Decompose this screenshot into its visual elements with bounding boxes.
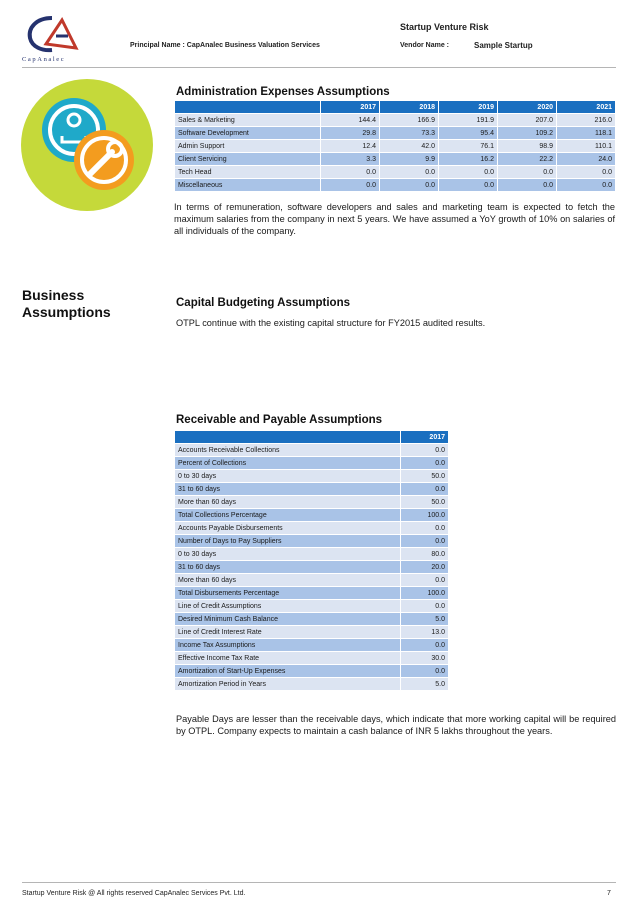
row-value: 216.0 [557, 114, 616, 127]
row-value: 110.1 [557, 140, 616, 153]
row-value: 20.0 [401, 561, 449, 574]
heading-line-1: Business [22, 287, 85, 303]
table-row [175, 444, 449, 457]
row-value: 0.0 [401, 665, 449, 678]
row-value: 0.0 [401, 522, 449, 535]
table-row [175, 522, 449, 535]
row-label: More than 60 days [175, 574, 401, 587]
row-value: 100.0 [401, 509, 449, 522]
table-header-blank [175, 431, 401, 444]
row-value: 0.0 [401, 639, 449, 652]
admin-illustration [20, 78, 154, 212]
table-row [175, 587, 449, 600]
row-value: 50.0 [401, 496, 449, 509]
row-value: 95.4 [439, 127, 498, 140]
receivable-payable-table [174, 431, 449, 691]
business-assumptions-heading [22, 287, 111, 321]
row-label: Client Servicing [175, 153, 321, 166]
logo-text: CapAnalec [22, 56, 66, 63]
row-value: 100.0 [401, 587, 449, 600]
vendor-value: Sample Startup [474, 41, 533, 50]
row-value: 0.0 [401, 574, 449, 587]
year-header: 2021 [557, 101, 616, 114]
vendor-label: Vendor Name : [400, 42, 450, 49]
row-value: 22.2 [498, 153, 557, 166]
row-label: 31 to 60 days [175, 483, 401, 496]
year-header: 2019 [439, 101, 498, 114]
admin-paragraph: In terms of remuneration, software developers and sales and marketing team is expected to fetch the maximum salaries from the company in next 5 years. We have assumed a YoY growth of 10% on salaries of all individuals of the company. [174, 202, 615, 236]
row-value: 76.1 [439, 140, 498, 153]
year-header: 2017 [401, 431, 449, 444]
table-header-blank [175, 101, 321, 114]
row-value: 0.0 [401, 535, 449, 548]
row-value: 0.0 [498, 166, 557, 179]
row-value: 5.0 [401, 678, 449, 691]
row-value: 0.0 [380, 166, 439, 179]
year-header: 2018 [380, 101, 439, 114]
receivable-section-title: Receivable and Payable Assumptions [176, 414, 383, 426]
row-value: 0.0 [557, 166, 616, 179]
row-label: 0 to 30 days [175, 548, 401, 561]
row-value: 9.9 [380, 153, 439, 166]
row-label: Admin Support [175, 140, 321, 153]
row-label: Income Tax Assumptions [175, 639, 401, 652]
company-logo [22, 14, 86, 58]
row-label: Amortization of Start-Up Expenses [175, 665, 401, 678]
header-title: Startup Venture Risk [400, 22, 489, 32]
year-header: 2020 [498, 101, 557, 114]
row-value: 5.0 [401, 613, 449, 626]
row-value: 16.2 [439, 153, 498, 166]
row-label: Tech Head [175, 166, 321, 179]
table-row [175, 535, 449, 548]
table-row [175, 179, 616, 192]
row-label: Accounts Receivable Collections [175, 444, 401, 457]
row-value: 207.0 [498, 114, 557, 127]
row-value: 0.0 [439, 179, 498, 192]
row-value: 0.0 [498, 179, 557, 192]
row-value: 166.9 [380, 114, 439, 127]
row-value: 0.0 [321, 179, 380, 192]
row-label: More than 60 days [175, 496, 401, 509]
row-label: Effective Income Tax Rate [175, 652, 401, 665]
row-label: 31 to 60 days [175, 561, 401, 574]
row-value: 0.0 [401, 457, 449, 470]
table-row [175, 561, 449, 574]
admin-section-title: Administration Expenses Assumptions [176, 86, 390, 98]
capital-paragraph: OTPL continue with the existing capital structure for FY2015 audited results. [176, 318, 486, 328]
table-row [175, 548, 449, 561]
row-label: Line of Credit Interest Rate [175, 626, 401, 639]
table-row [175, 114, 616, 127]
table-row [175, 574, 449, 587]
table-row [175, 483, 449, 496]
table-row [175, 665, 449, 678]
admin-expenses-table [174, 101, 616, 192]
row-label: Percent of Collections [175, 457, 401, 470]
table-row [175, 613, 449, 626]
year-header: 2017 [321, 101, 380, 114]
table-row [175, 140, 616, 153]
row-label: Miscellaneous [175, 179, 321, 192]
heading-line-2: Assumptions [22, 304, 111, 320]
page-number: 7 [607, 890, 611, 897]
row-value: 0.0 [401, 483, 449, 496]
header-divider [22, 67, 616, 68]
row-value: 42.0 [380, 140, 439, 153]
row-label: Amortization Period in Years [175, 678, 401, 691]
table-row [175, 166, 616, 179]
table-row [175, 509, 449, 522]
row-value: 29.8 [321, 127, 380, 140]
row-value: 12.4 [321, 140, 380, 153]
table-row [175, 639, 449, 652]
table-row [175, 626, 449, 639]
row-value: 50.0 [401, 470, 449, 483]
row-value: 118.1 [557, 127, 616, 140]
row-value: 0.0 [380, 179, 439, 192]
row-label: Software Development [175, 127, 321, 140]
row-label: Total Collections Percentage [175, 509, 401, 522]
table-row [175, 496, 449, 509]
table-row [175, 470, 449, 483]
row-value: 0.0 [401, 600, 449, 613]
row-value: 0.0 [321, 166, 380, 179]
table-row [175, 127, 616, 140]
table-row [175, 600, 449, 613]
row-value: 144.4 [321, 114, 380, 127]
row-value: 73.3 [380, 127, 439, 140]
row-value: 109.2 [498, 127, 557, 140]
table-row [175, 153, 616, 166]
row-value: 30.0 [401, 652, 449, 665]
row-label: 0 to 30 days [175, 470, 401, 483]
table-row [175, 457, 449, 470]
receivable-paragraph: Payable Days are lesser than the receivable days, which indicate that more working capital will be required by OTPL. Company expects to maintain a cash balance of INR 5 lakhs throughout the years. [176, 714, 616, 736]
capital-section-title: Capital Budgeting Assumptions [176, 297, 350, 309]
footer-divider [22, 882, 616, 883]
row-value: 0.0 [557, 179, 616, 192]
table-row [175, 652, 449, 665]
row-value: 0.0 [439, 166, 498, 179]
principal-name: Principal Name : CapAnalec Business Valuation Services [130, 42, 320, 49]
row-label: Total Disbursements Percentage [175, 587, 401, 600]
row-label: Line of Credit Assumptions [175, 600, 401, 613]
table-row [175, 678, 449, 691]
row-value: 24.0 [557, 153, 616, 166]
row-value: 98.9 [498, 140, 557, 153]
row-label: Accounts Payable Disbursements [175, 522, 401, 535]
row-label: Desired Minimum Cash Balance [175, 613, 401, 626]
row-value: 80.0 [401, 548, 449, 561]
row-value: 0.0 [401, 444, 449, 457]
row-value: 3.3 [321, 153, 380, 166]
footer-text: Startup Venture Risk @ All rights reserved CapAnalec Services Pvt. Ltd. [22, 890, 246, 897]
row-value: 13.0 [401, 626, 449, 639]
row-label: Number of Days to Pay Suppliers [175, 535, 401, 548]
row-value: 191.9 [439, 114, 498, 127]
row-label: Sales & Marketing [175, 114, 321, 127]
